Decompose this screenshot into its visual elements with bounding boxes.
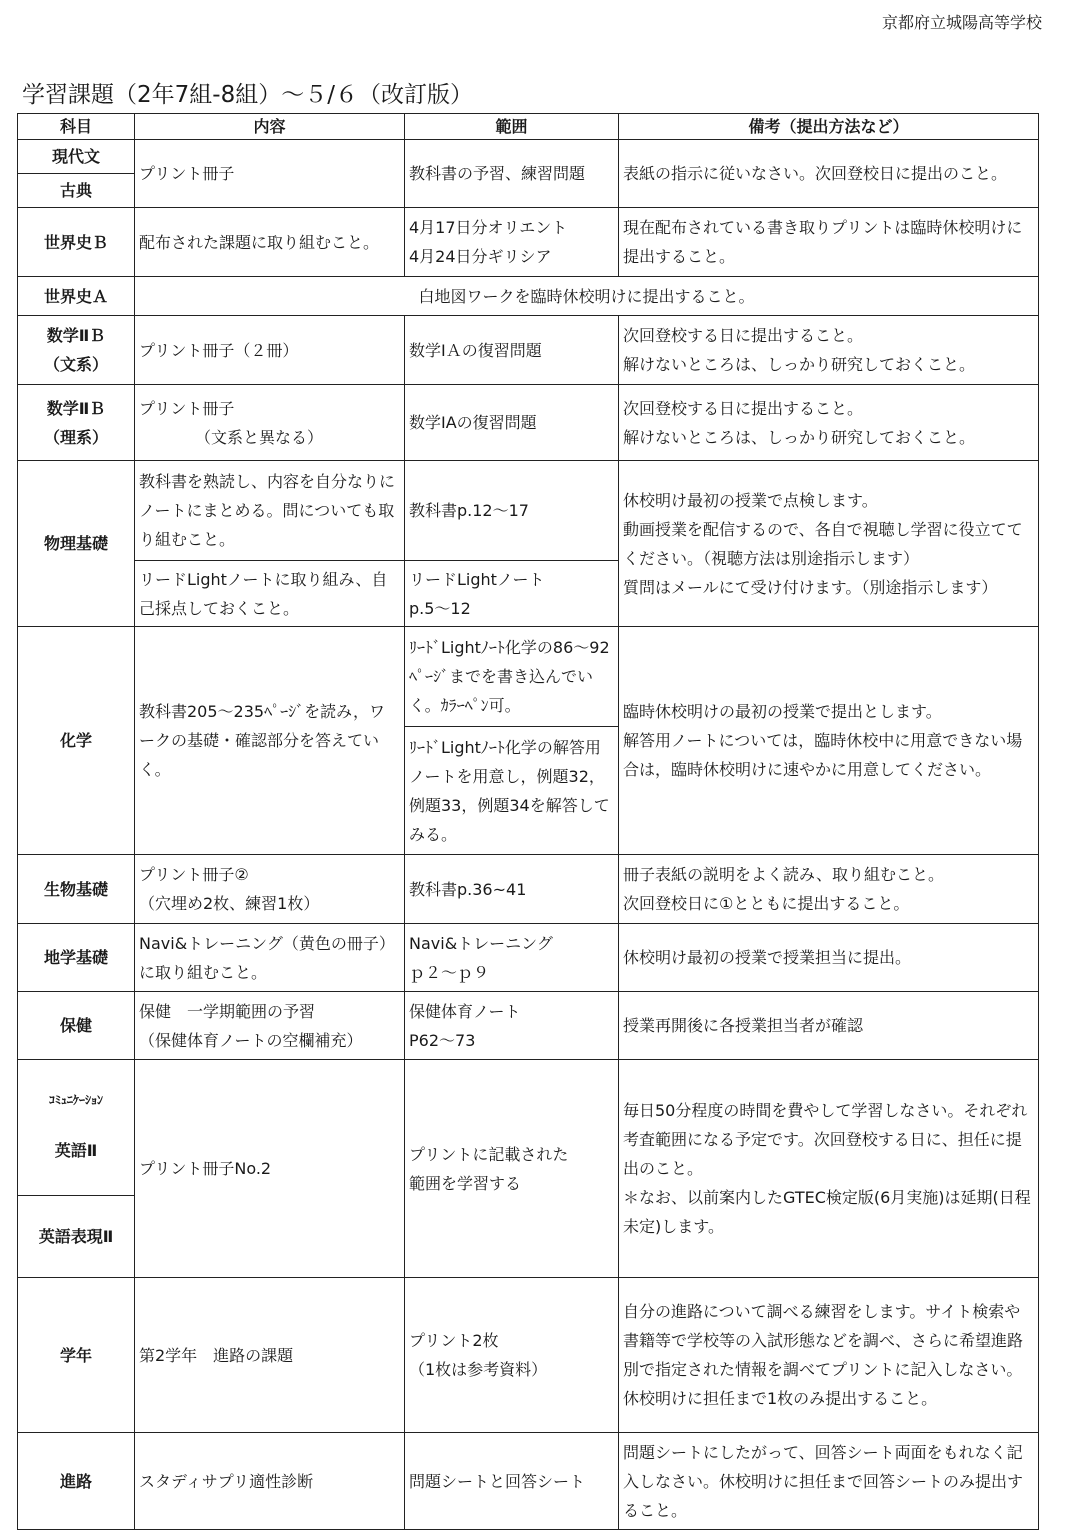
subject-cell: 学年 (18, 1278, 135, 1433)
content-cell: 教科書を熟読し、内容を自分なりにノートにまとめる。問についても取り組むこと。 (135, 461, 405, 561)
subject-small-label: ｺﾐｭﾆｹｰｼｮﾝ (48, 1093, 103, 1107)
table-row-gendaibun (18, 140, 1039, 174)
range-cell: 教科書の予習、練習問題 (405, 140, 619, 208)
range-cell: プリントに記載された 範囲を学習する (405, 1060, 619, 1278)
notes-cell: 休校明け最初の授業で授業担当に提出。 (619, 924, 1039, 992)
subject-cell: 化学 (18, 627, 135, 855)
table-row-chemistry (18, 627, 1039, 727)
range-cell: 4月17日分オリエント 4月24日分ギリシア (405, 208, 619, 277)
notes-cell: 冊子表紙の説明をよく読み、取り組むこと。 次回登校日に①とともに提出すること。 (619, 855, 1039, 924)
content-cell: プリント冊子 （文系と異なる） (135, 385, 405, 461)
notes-cell: 休校明け最初の授業で点検します。 動画授業を配信するので、各自で視聴し学習に役立ててください。（視聴方法は別途指示します） 質問はメールにて受け付けます。（別途指示します） (619, 461, 1039, 627)
range-cell: 教科書p.12〜17 (405, 461, 619, 561)
school-name: 京都府立城陽高等学校 (881, 13, 1042, 32)
merged-notes-cell: 白地図ワークを臨時休校明けに提出すること。 (135, 277, 1039, 316)
subject-cell: 物理基礎 (18, 461, 135, 627)
table-row-physics (18, 461, 1039, 561)
header-subject: 科目 (18, 114, 135, 140)
table-row-biology (18, 855, 1039, 924)
subject-cell: 数学ⅡＢ （文系） (18, 316, 135, 385)
content-cell: プリント冊子No.2 (135, 1060, 405, 1278)
content-cell: 第2学年 進路の課題 (135, 1278, 405, 1433)
header-content: 内容 (135, 114, 405, 140)
content-cell: スタディサプリ適性診断 (135, 1433, 405, 1530)
notes-cell: 自分の進路について調べる練習をします。サイト検索や書籍等で学校等の入試形態などを調べ、さらに希望進路別で指定された情報を調べてプリントに記入しなさい。休校明けに担任まで1枚のみ提出すること。 (619, 1278, 1039, 1433)
content-cell: Navi&トレーニング（黄色の冊子）に取り組むこと。 (135, 924, 405, 992)
subject-cell: 世界史Ｂ (18, 208, 135, 277)
table-row-comm-english (18, 1060, 1039, 1196)
content-cell: 教科書205〜235ﾍﾟｰｼﾞを読み，ワークの基礎・確認部分を答えていく。 (135, 627, 405, 855)
notes-cell: 授業再開後に各授業担当者が確認 (619, 992, 1039, 1060)
content-cell: プリント冊子 (135, 140, 405, 208)
subject-label: 英語Ⅱ (54, 1141, 98, 1160)
notes-cell: 表紙の指示に従いなさい。次回登校日に提出のこと。 (619, 140, 1039, 208)
notes-cell: 臨時休校明けの最初の授業で提出とします。 解答用ノートについては，臨時休校中に用意できない場合は，臨時休校明けに速やかに用意してください。 (619, 627, 1039, 855)
content-cell: プリント冊子② （穴埋め2枚、練習1枚） (135, 855, 405, 924)
range-cell: 教科書p.36~41 (405, 855, 619, 924)
header-notes: 備考（提出方法など） (619, 114, 1039, 140)
subject-cell: 古典 (18, 174, 135, 208)
range-cell: 保健体育ノート P62〜73 (405, 992, 619, 1060)
range-cell: リードLightノート p.5〜12 (405, 561, 619, 627)
subject-cell: 進路 (18, 1433, 135, 1530)
content-cell: プリント冊子（２冊） (135, 316, 405, 385)
subject-cell: 現代文 (18, 140, 135, 174)
table-row-health (18, 992, 1039, 1060)
header-range: 範囲 (405, 114, 619, 140)
subject-cell: 英語表現Ⅱ (18, 1196, 135, 1278)
table-row-sekaishi-a (18, 277, 1039, 316)
table-row-math-rikei (18, 385, 1039, 461)
subject-cell: 数学ⅡＢ （理系） (18, 385, 135, 461)
content-cell: リードLightノートに取り組み、自己採点しておくこと。 (135, 561, 405, 627)
notes-cell: 問題シートにしたがって、回答シート両面をもれなく記入しなさい。休校明けに担任まで回答シートのみ提出すること。 (619, 1433, 1039, 1530)
page-title: 学習課題（2年7組-8組）〜５/６（改訂版） (22, 82, 473, 108)
subject-cell (18, 1060, 135, 1196)
range-cell: 数学ⅠＡの復習問題 (405, 316, 619, 385)
table-row-math-bunkei (18, 316, 1039, 385)
subject-cell: 世界史Ａ (18, 277, 135, 316)
content-cell: 保健 一学期範囲の予習 （保健体育ノートの空欄補充） (135, 992, 405, 1060)
table-row-sekaishi-b (18, 208, 1039, 277)
subject-cell: 生物基礎 (18, 855, 135, 924)
range-cell: 数学ⅠAの復習問題 (405, 385, 619, 461)
range-cell: ﾘｰﾄﾞLightﾉｰﾄ化学の86〜92ﾍﾟｰｼﾞまでを書き込んでいく。ｶﾗｰﾍﾟﾝ可。 (405, 627, 619, 727)
range-cell: プリント2枚 （1枚は参考資料） (405, 1278, 619, 1433)
content-cell: 配布された課題に取り組むこと。 (135, 208, 405, 277)
range-cell: 問題シートと回答シート (405, 1433, 619, 1530)
table-row-career (18, 1433, 1039, 1530)
table-row-grade (18, 1278, 1039, 1433)
notes-cell: 毎日50分程度の時間を費やして学習しなさい。それぞれ考査範囲になる予定です。次回登校する日に、担任に提出のこと。 ＊なお、以前案内したGTEC検定版(6月実施)は延期(日程未定)します。 (619, 1060, 1039, 1278)
header-row (18, 114, 1039, 140)
assignment-table (17, 113, 1039, 1530)
notes-cell: 次回登校する日に提出すること。 解けないところは、しっかり研究しておくこと。 (619, 385, 1039, 461)
subject-cell: 保健 (18, 992, 135, 1060)
range-cell: ﾘｰﾄﾞLightﾉｰﾄ化学の解答用ノートを用意し，例題32，例題33，例題34を解答してみる。 (405, 727, 619, 855)
notes-cell: 現在配布されている書き取りプリントは臨時休校明けに提出すること。 (619, 208, 1039, 277)
range-cell: Navi&トレーニング ｐ２〜ｐ９ (405, 924, 619, 992)
notes-cell: 次回登校する日に提出すること。 解けないところは、しっかり研究しておくこと。 (619, 316, 1039, 385)
subject-cell: 地学基礎 (18, 924, 135, 992)
table-row-earth (18, 924, 1039, 992)
